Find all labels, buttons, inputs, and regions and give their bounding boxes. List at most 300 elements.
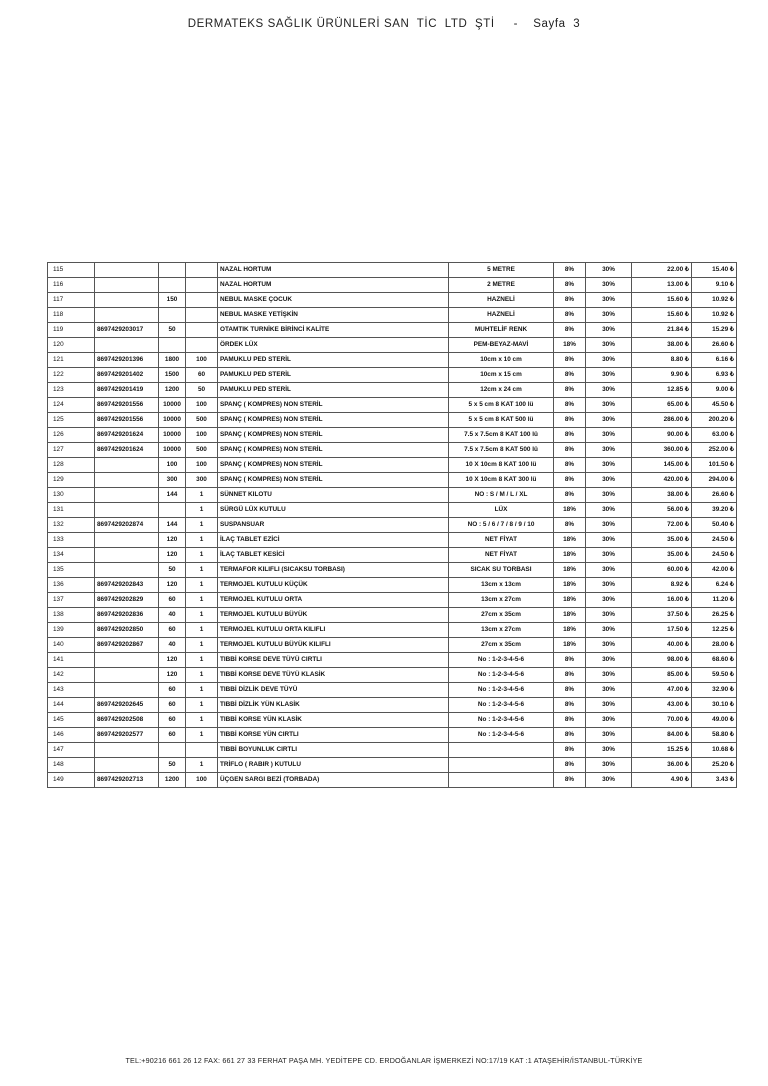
list-price-cell: 21.84 ₺ (632, 323, 692, 338)
list-price-cell: 70.00 ₺ (632, 713, 692, 728)
row-number: 126 (48, 428, 95, 443)
row-number: 141 (48, 653, 95, 668)
pack-quantity-cell: 1 (186, 653, 218, 668)
vat-rate-cell: 8% (554, 473, 586, 488)
box-quantity-cell: 120 (159, 578, 186, 593)
vat-rate-cell: 8% (554, 683, 586, 698)
table-row (48, 683, 737, 698)
list-price-cell: 35.00 ₺ (632, 533, 692, 548)
product-name-cell: SUSPANSUAR (218, 518, 449, 533)
product-name-cell: SPANÇ ( KOMPRES) NON STERİL (218, 473, 449, 488)
pack-quantity-cell: 60 (186, 368, 218, 383)
specification-cell: HAZNELİ (449, 293, 554, 308)
barcode-cell: 8697429202850 (95, 623, 159, 638)
box-quantity-cell: 1200 (159, 773, 186, 788)
box-quantity-cell: 120 (159, 533, 186, 548)
vat-rate-cell: 8% (554, 743, 586, 758)
product-name-cell: NAZAL HORTUM (218, 278, 449, 293)
barcode-cell: 8697429202829 (95, 593, 159, 608)
row-number: 147 (48, 743, 95, 758)
net-price-cell: 58.80 ₺ (692, 728, 737, 743)
pack-quantity-cell: 1 (186, 638, 218, 653)
barcode-cell (95, 563, 159, 578)
pack-quantity-cell: 1 (186, 593, 218, 608)
specification-cell: 7.5 x 7.5cm 8 KAT 500 lü (449, 443, 554, 458)
list-price-cell: 22.00 ₺ (632, 263, 692, 278)
vat-rate-cell: 18% (554, 563, 586, 578)
discount-rate-cell: 30% (586, 413, 632, 428)
net-price-cell: 11.20 ₺ (692, 593, 737, 608)
list-price-cell: 145.00 ₺ (632, 458, 692, 473)
vat-rate-cell: 8% (554, 728, 586, 743)
discount-rate-cell: 30% (586, 263, 632, 278)
product-name-cell: TERMOJEL KUTULU ORTA (218, 593, 449, 608)
discount-rate-cell: 30% (586, 428, 632, 443)
table-row (48, 443, 737, 458)
table-row (48, 563, 737, 578)
net-price-cell: 25.20 ₺ (692, 758, 737, 773)
row-number: 125 (48, 413, 95, 428)
box-quantity-cell: 60 (159, 683, 186, 698)
net-price-cell: 9.00 ₺ (692, 383, 737, 398)
discount-rate-cell: 30% (586, 353, 632, 368)
vat-rate-cell: 8% (554, 383, 586, 398)
discount-rate-cell: 30% (586, 713, 632, 728)
specification-cell (449, 773, 554, 788)
net-price-cell: 6.16 ₺ (692, 353, 737, 368)
list-price-cell: 35.00 ₺ (632, 548, 692, 563)
table-row (48, 593, 737, 608)
discount-rate-cell: 30% (586, 503, 632, 518)
list-price-cell: 56.00 ₺ (632, 503, 692, 518)
row-number: 149 (48, 773, 95, 788)
product-name-cell: TIBBİ DİZLİK YÜN KLASİK (218, 698, 449, 713)
row-number: 123 (48, 383, 95, 398)
table-row (48, 323, 737, 338)
pack-quantity-cell: 1 (186, 713, 218, 728)
table-row (48, 548, 737, 563)
table-row (48, 473, 737, 488)
product-name-cell: SPANÇ ( KOMPRES) NON STERİL (218, 398, 449, 413)
pack-quantity-cell: 1 (186, 578, 218, 593)
barcode-cell (95, 338, 159, 353)
specification-cell: No : 1-2-3-4-5-6 (449, 683, 554, 698)
barcode-cell: 8697429201556 (95, 413, 159, 428)
price-list-table (47, 262, 737, 788)
table-row (48, 278, 737, 293)
row-number: 137 (48, 593, 95, 608)
product-name-cell: TERMAFOR KILIFLI (SICAKSU TORBASI) (218, 563, 449, 578)
product-name-cell: TERMOJEL KUTULU BÜYÜK (218, 608, 449, 623)
net-price-cell: 24.50 ₺ (692, 533, 737, 548)
barcode-cell: 8697429201624 (95, 443, 159, 458)
box-quantity-cell: 10000 (159, 428, 186, 443)
vat-rate-cell: 18% (554, 623, 586, 638)
table-row (48, 368, 737, 383)
vat-rate-cell: 8% (554, 398, 586, 413)
vat-rate-cell: 18% (554, 578, 586, 593)
table-row (48, 533, 737, 548)
list-price-cell: 17.50 ₺ (632, 623, 692, 638)
pack-quantity-cell: 1 (186, 698, 218, 713)
specification-cell: 13cm x 27cm (449, 593, 554, 608)
vat-rate-cell: 8% (554, 278, 586, 293)
list-price-cell: 4.90 ₺ (632, 773, 692, 788)
pack-quantity-cell: 1 (186, 488, 218, 503)
discount-rate-cell: 30% (586, 308, 632, 323)
specification-cell: 12cm x 24 cm (449, 383, 554, 398)
net-price-cell: 200.20 ₺ (692, 413, 737, 428)
list-price-cell: 15.25 ₺ (632, 743, 692, 758)
pack-quantity-cell: 50 (186, 383, 218, 398)
box-quantity-cell: 300 (159, 473, 186, 488)
specification-cell: 13cm x 13cm (449, 578, 554, 593)
vat-rate-cell: 8% (554, 698, 586, 713)
pack-quantity-cell (186, 338, 218, 353)
row-number: 120 (48, 338, 95, 353)
specification-cell: 5 x 5 cm 8 KAT 100 lü (449, 398, 554, 413)
table-row (48, 488, 737, 503)
product-name-cell: TIBBİ KORSE DEVE TÜYÜ CIRTLI (218, 653, 449, 668)
specification-cell: 27cm x 35cm (449, 638, 554, 653)
table-row (48, 293, 737, 308)
product-name-cell: OTAMTIK TURNİKE BİRİNCİ KALİTE (218, 323, 449, 338)
product-name-cell: ÖRDEK LÜX (218, 338, 449, 353)
vat-rate-cell: 18% (554, 608, 586, 623)
discount-rate-cell: 30% (586, 488, 632, 503)
table-row (48, 758, 737, 773)
discount-rate-cell: 30% (586, 743, 632, 758)
list-price-cell: 38.00 ₺ (632, 338, 692, 353)
list-price-cell: 47.00 ₺ (632, 683, 692, 698)
product-name-cell: SPANÇ ( KOMPRES) NON STERİL (218, 413, 449, 428)
box-quantity-cell: 50 (159, 323, 186, 338)
net-price-cell: 30.10 ₺ (692, 698, 737, 713)
barcode-cell: 8697429202836 (95, 608, 159, 623)
pack-quantity-cell: 1 (186, 608, 218, 623)
barcode-cell (95, 293, 159, 308)
box-quantity-cell: 50 (159, 563, 186, 578)
specification-cell (449, 743, 554, 758)
box-quantity-cell: 144 (159, 518, 186, 533)
box-quantity-cell (159, 308, 186, 323)
list-price-cell: 16.00 ₺ (632, 593, 692, 608)
table-row (48, 263, 737, 278)
box-quantity-cell: 50 (159, 758, 186, 773)
barcode-cell (95, 503, 159, 518)
barcode-cell (95, 683, 159, 698)
pack-quantity-cell: 100 (186, 353, 218, 368)
vat-rate-cell: 8% (554, 458, 586, 473)
list-price-cell: 43.00 ₺ (632, 698, 692, 713)
table-row (48, 698, 737, 713)
table-row (48, 713, 737, 728)
box-quantity-cell: 144 (159, 488, 186, 503)
vat-rate-cell: 8% (554, 293, 586, 308)
discount-rate-cell: 30% (586, 473, 632, 488)
net-price-cell: 6.93 ₺ (692, 368, 737, 383)
product-name-cell: SPANÇ ( KOMPRES) NON STERİL (218, 443, 449, 458)
pack-quantity-cell: 1 (186, 503, 218, 518)
pack-quantity-cell: 1 (186, 533, 218, 548)
box-quantity-cell: 1200 (159, 383, 186, 398)
specification-cell: No : 1-2-3-4-5-6 (449, 653, 554, 668)
table-row (48, 623, 737, 638)
table-row (48, 338, 737, 353)
list-price-cell: 8.92 ₺ (632, 578, 692, 593)
net-price-cell: 49.00 ₺ (692, 713, 737, 728)
specification-cell: 5 METRE (449, 263, 554, 278)
net-price-cell: 39.20 ₺ (692, 503, 737, 518)
discount-rate-cell: 30% (586, 458, 632, 473)
specification-cell: SICAK SU TORBASI (449, 563, 554, 578)
discount-rate-cell: 30% (586, 368, 632, 383)
specification-cell: No : 1-2-3-4-5-6 (449, 668, 554, 683)
row-number: 133 (48, 533, 95, 548)
discount-rate-cell: 30% (586, 728, 632, 743)
barcode-cell: 8697429203017 (95, 323, 159, 338)
box-quantity-cell: 10000 (159, 443, 186, 458)
vat-rate-cell: 8% (554, 668, 586, 683)
product-name-cell: TIBBİ BOYUNLUK CIRTLI (218, 743, 449, 758)
vat-rate-cell: 8% (554, 488, 586, 503)
table-row (48, 503, 737, 518)
row-number: 118 (48, 308, 95, 323)
pack-quantity-cell: 500 (186, 413, 218, 428)
specification-cell: No : 1-2-3-4-5-6 (449, 713, 554, 728)
pack-quantity-cell: 500 (186, 443, 218, 458)
box-quantity-cell: 100 (159, 458, 186, 473)
net-price-cell: 10.68 ₺ (692, 743, 737, 758)
net-price-cell: 26.60 ₺ (692, 338, 737, 353)
box-quantity-cell (159, 338, 186, 353)
net-price-cell: 28.00 ₺ (692, 638, 737, 653)
specification-cell: MUHTELİF RENK (449, 323, 554, 338)
box-quantity-cell: 120 (159, 548, 186, 563)
specification-cell: 10 X 10cm 8 KAT 300 lü (449, 473, 554, 488)
specification-cell: NO : 5 / 6 / 7 / 8 / 9 / 10 (449, 518, 554, 533)
barcode-cell (95, 668, 159, 683)
specification-cell: HAZNELİ (449, 308, 554, 323)
net-price-cell: 24.50 ₺ (692, 548, 737, 563)
vat-rate-cell: 8% (554, 653, 586, 668)
box-quantity-cell (159, 743, 186, 758)
box-quantity-cell: 1500 (159, 368, 186, 383)
vat-rate-cell: 18% (554, 338, 586, 353)
header-separator: - (513, 18, 519, 30)
barcode-cell (95, 458, 159, 473)
row-number: 115 (48, 263, 95, 278)
table-row (48, 653, 737, 668)
row-number: 146 (48, 728, 95, 743)
list-price-cell: 36.00 ₺ (632, 758, 692, 773)
price-list-body (48, 263, 737, 788)
pack-quantity-cell: 100 (186, 773, 218, 788)
specification-cell: 5 x 5 cm 8 KAT 500 lü (449, 413, 554, 428)
vat-rate-cell: 8% (554, 263, 586, 278)
vat-rate-cell: 18% (554, 638, 586, 653)
company-name: DERMATEKS SAĞLIK ÜRÜNLERİ SAN TİC LTD ŞTİ (187, 18, 495, 30)
table-row (48, 608, 737, 623)
product-name-cell: PAMUKLU PED STERİL (218, 383, 449, 398)
table-row (48, 383, 737, 398)
product-name-cell: SPANÇ ( KOMPRES) NON STERİL (218, 428, 449, 443)
product-name-cell: TIBBİ KORSE YÜN CIRTLI (218, 728, 449, 743)
row-number: 140 (48, 638, 95, 653)
vat-rate-cell: 8% (554, 353, 586, 368)
row-number: 144 (48, 698, 95, 713)
barcode-cell (95, 653, 159, 668)
page-header (0, 18, 768, 30)
specification-cell: NET FİYAT (449, 548, 554, 563)
row-number: 129 (48, 473, 95, 488)
pack-quantity-cell (186, 293, 218, 308)
barcode-cell: 8697429201402 (95, 368, 159, 383)
pack-quantity-cell (186, 263, 218, 278)
box-quantity-cell: 10000 (159, 413, 186, 428)
pack-quantity-cell: 1 (186, 668, 218, 683)
page-footer: TEL:+90216 661 26 12 FAX: 661 27 33 FERHAT PAŞA MH. YEDİTEPE CD. ERDOĞANLAR İŞMERKEZİ NO:17/19 KAT :1 ATAŞEHİR/İSTANBUL-TÜRKİYE (125, 1056, 643, 1065)
specification-cell: 10cm x 10 cm (449, 353, 554, 368)
product-name-cell: TRİFLO ( RABIR ) KUTULU (218, 758, 449, 773)
row-number: 138 (48, 608, 95, 623)
row-number: 135 (48, 563, 95, 578)
vat-rate-cell: 8% (554, 713, 586, 728)
row-number: 127 (48, 443, 95, 458)
discount-rate-cell: 30% (586, 683, 632, 698)
row-number: 121 (48, 353, 95, 368)
specification-cell: 2 METRE (449, 278, 554, 293)
row-number: 145 (48, 713, 95, 728)
box-quantity-cell (159, 278, 186, 293)
barcode-cell: 8697429201556 (95, 398, 159, 413)
product-name-cell: İLAÇ TABLET KESİCİ (218, 548, 449, 563)
list-price-cell: 84.00 ₺ (632, 728, 692, 743)
discount-rate-cell: 30% (586, 608, 632, 623)
product-name-cell: ÜÇGEN SARGI BEZİ (TORBADA) (218, 773, 449, 788)
table-row (48, 743, 737, 758)
barcode-cell: 8697429202645 (95, 698, 159, 713)
pack-quantity-cell: 1 (186, 728, 218, 743)
list-price-cell: 85.00 ₺ (632, 668, 692, 683)
net-price-cell: 32.90 ₺ (692, 683, 737, 698)
vat-rate-cell: 8% (554, 773, 586, 788)
discount-rate-cell: 30% (586, 773, 632, 788)
net-price-cell: 50.40 ₺ (692, 518, 737, 533)
barcode-cell (95, 308, 159, 323)
row-number: 139 (48, 623, 95, 638)
discount-rate-cell: 30% (586, 668, 632, 683)
net-price-cell: 15.40 ₺ (692, 263, 737, 278)
box-quantity-cell: 40 (159, 638, 186, 653)
table-row (48, 578, 737, 593)
pack-quantity-cell (186, 308, 218, 323)
net-price-cell: 252.00 ₺ (692, 443, 737, 458)
net-price-cell: 294.00 ₺ (692, 473, 737, 488)
barcode-cell: 8697429202713 (95, 773, 159, 788)
discount-rate-cell: 30% (586, 623, 632, 638)
box-quantity-cell: 150 (159, 293, 186, 308)
discount-rate-cell: 30% (586, 563, 632, 578)
barcode-cell: 8697429202577 (95, 728, 159, 743)
list-price-cell: 8.80 ₺ (632, 353, 692, 368)
specification-cell: No : 1-2-3-4-5-6 (449, 728, 554, 743)
barcode-cell (95, 743, 159, 758)
product-name-cell: NAZAL HORTUM (218, 263, 449, 278)
specification-cell (449, 758, 554, 773)
row-number: 136 (48, 578, 95, 593)
box-quantity-cell: 60 (159, 698, 186, 713)
pack-quantity-cell: 1 (186, 518, 218, 533)
net-price-cell: 68.60 ₺ (692, 653, 737, 668)
product-name-cell: PAMUKLU PED STERİL (218, 353, 449, 368)
vat-rate-cell: 8% (554, 323, 586, 338)
list-price-cell: 420.00 ₺ (632, 473, 692, 488)
product-name-cell: TIBBİ DİZLİK DEVE TÜYÜ (218, 683, 449, 698)
table-row (48, 353, 737, 368)
list-price-cell: 98.00 ₺ (632, 653, 692, 668)
list-price-cell: 60.00 ₺ (632, 563, 692, 578)
discount-rate-cell: 30% (586, 338, 632, 353)
discount-rate-cell: 30% (586, 698, 632, 713)
product-name-cell: TERMOJEL KUTULU ORTA KILIFLI (218, 623, 449, 638)
discount-rate-cell: 30% (586, 278, 632, 293)
row-number: 148 (48, 758, 95, 773)
list-price-cell: 360.00 ₺ (632, 443, 692, 458)
net-price-cell: 59.50 ₺ (692, 668, 737, 683)
table-row (48, 413, 737, 428)
product-name-cell: PAMUKLU PED STERİL (218, 368, 449, 383)
list-price-cell: 90.00 ₺ (632, 428, 692, 443)
product-name-cell: İLAÇ TABLET EZİCİ (218, 533, 449, 548)
barcode-cell (95, 758, 159, 773)
row-number: 130 (48, 488, 95, 503)
net-price-cell: 6.24 ₺ (692, 578, 737, 593)
specification-cell: No : 1-2-3-4-5-6 (449, 698, 554, 713)
table-row (48, 638, 737, 653)
barcode-cell (95, 473, 159, 488)
row-number: 143 (48, 683, 95, 698)
specification-cell: 13cm x 27cm (449, 623, 554, 638)
vat-rate-cell: 8% (554, 443, 586, 458)
pack-quantity-cell (186, 743, 218, 758)
box-quantity-cell: 40 (159, 608, 186, 623)
table-row (48, 308, 737, 323)
product-name-cell: SÜNNET KILOTU (218, 488, 449, 503)
row-number: 122 (48, 368, 95, 383)
box-quantity-cell: 60 (159, 593, 186, 608)
net-price-cell: 26.60 ₺ (692, 488, 737, 503)
product-name-cell: TERMOJEL KUTULU KÜÇÜK (218, 578, 449, 593)
net-price-cell: 63.00 ₺ (692, 428, 737, 443)
barcode-cell: 8697429201419 (95, 383, 159, 398)
product-name-cell: NEBUL MASKE YETİŞKİN (218, 308, 449, 323)
discount-rate-cell: 30% (586, 593, 632, 608)
pack-quantity-cell (186, 278, 218, 293)
specification-cell: 10cm x 15 cm (449, 368, 554, 383)
table-row (48, 398, 737, 413)
barcode-cell (95, 263, 159, 278)
row-number: 134 (48, 548, 95, 563)
net-price-cell: 10.92 ₺ (692, 293, 737, 308)
vat-rate-cell: 8% (554, 368, 586, 383)
discount-rate-cell: 30% (586, 758, 632, 773)
specification-cell: LÜX (449, 503, 554, 518)
product-name-cell: SPANÇ ( KOMPRES) NON STERİL (218, 458, 449, 473)
barcode-cell (95, 548, 159, 563)
row-number: 132 (48, 518, 95, 533)
list-price-cell: 37.50 ₺ (632, 608, 692, 623)
